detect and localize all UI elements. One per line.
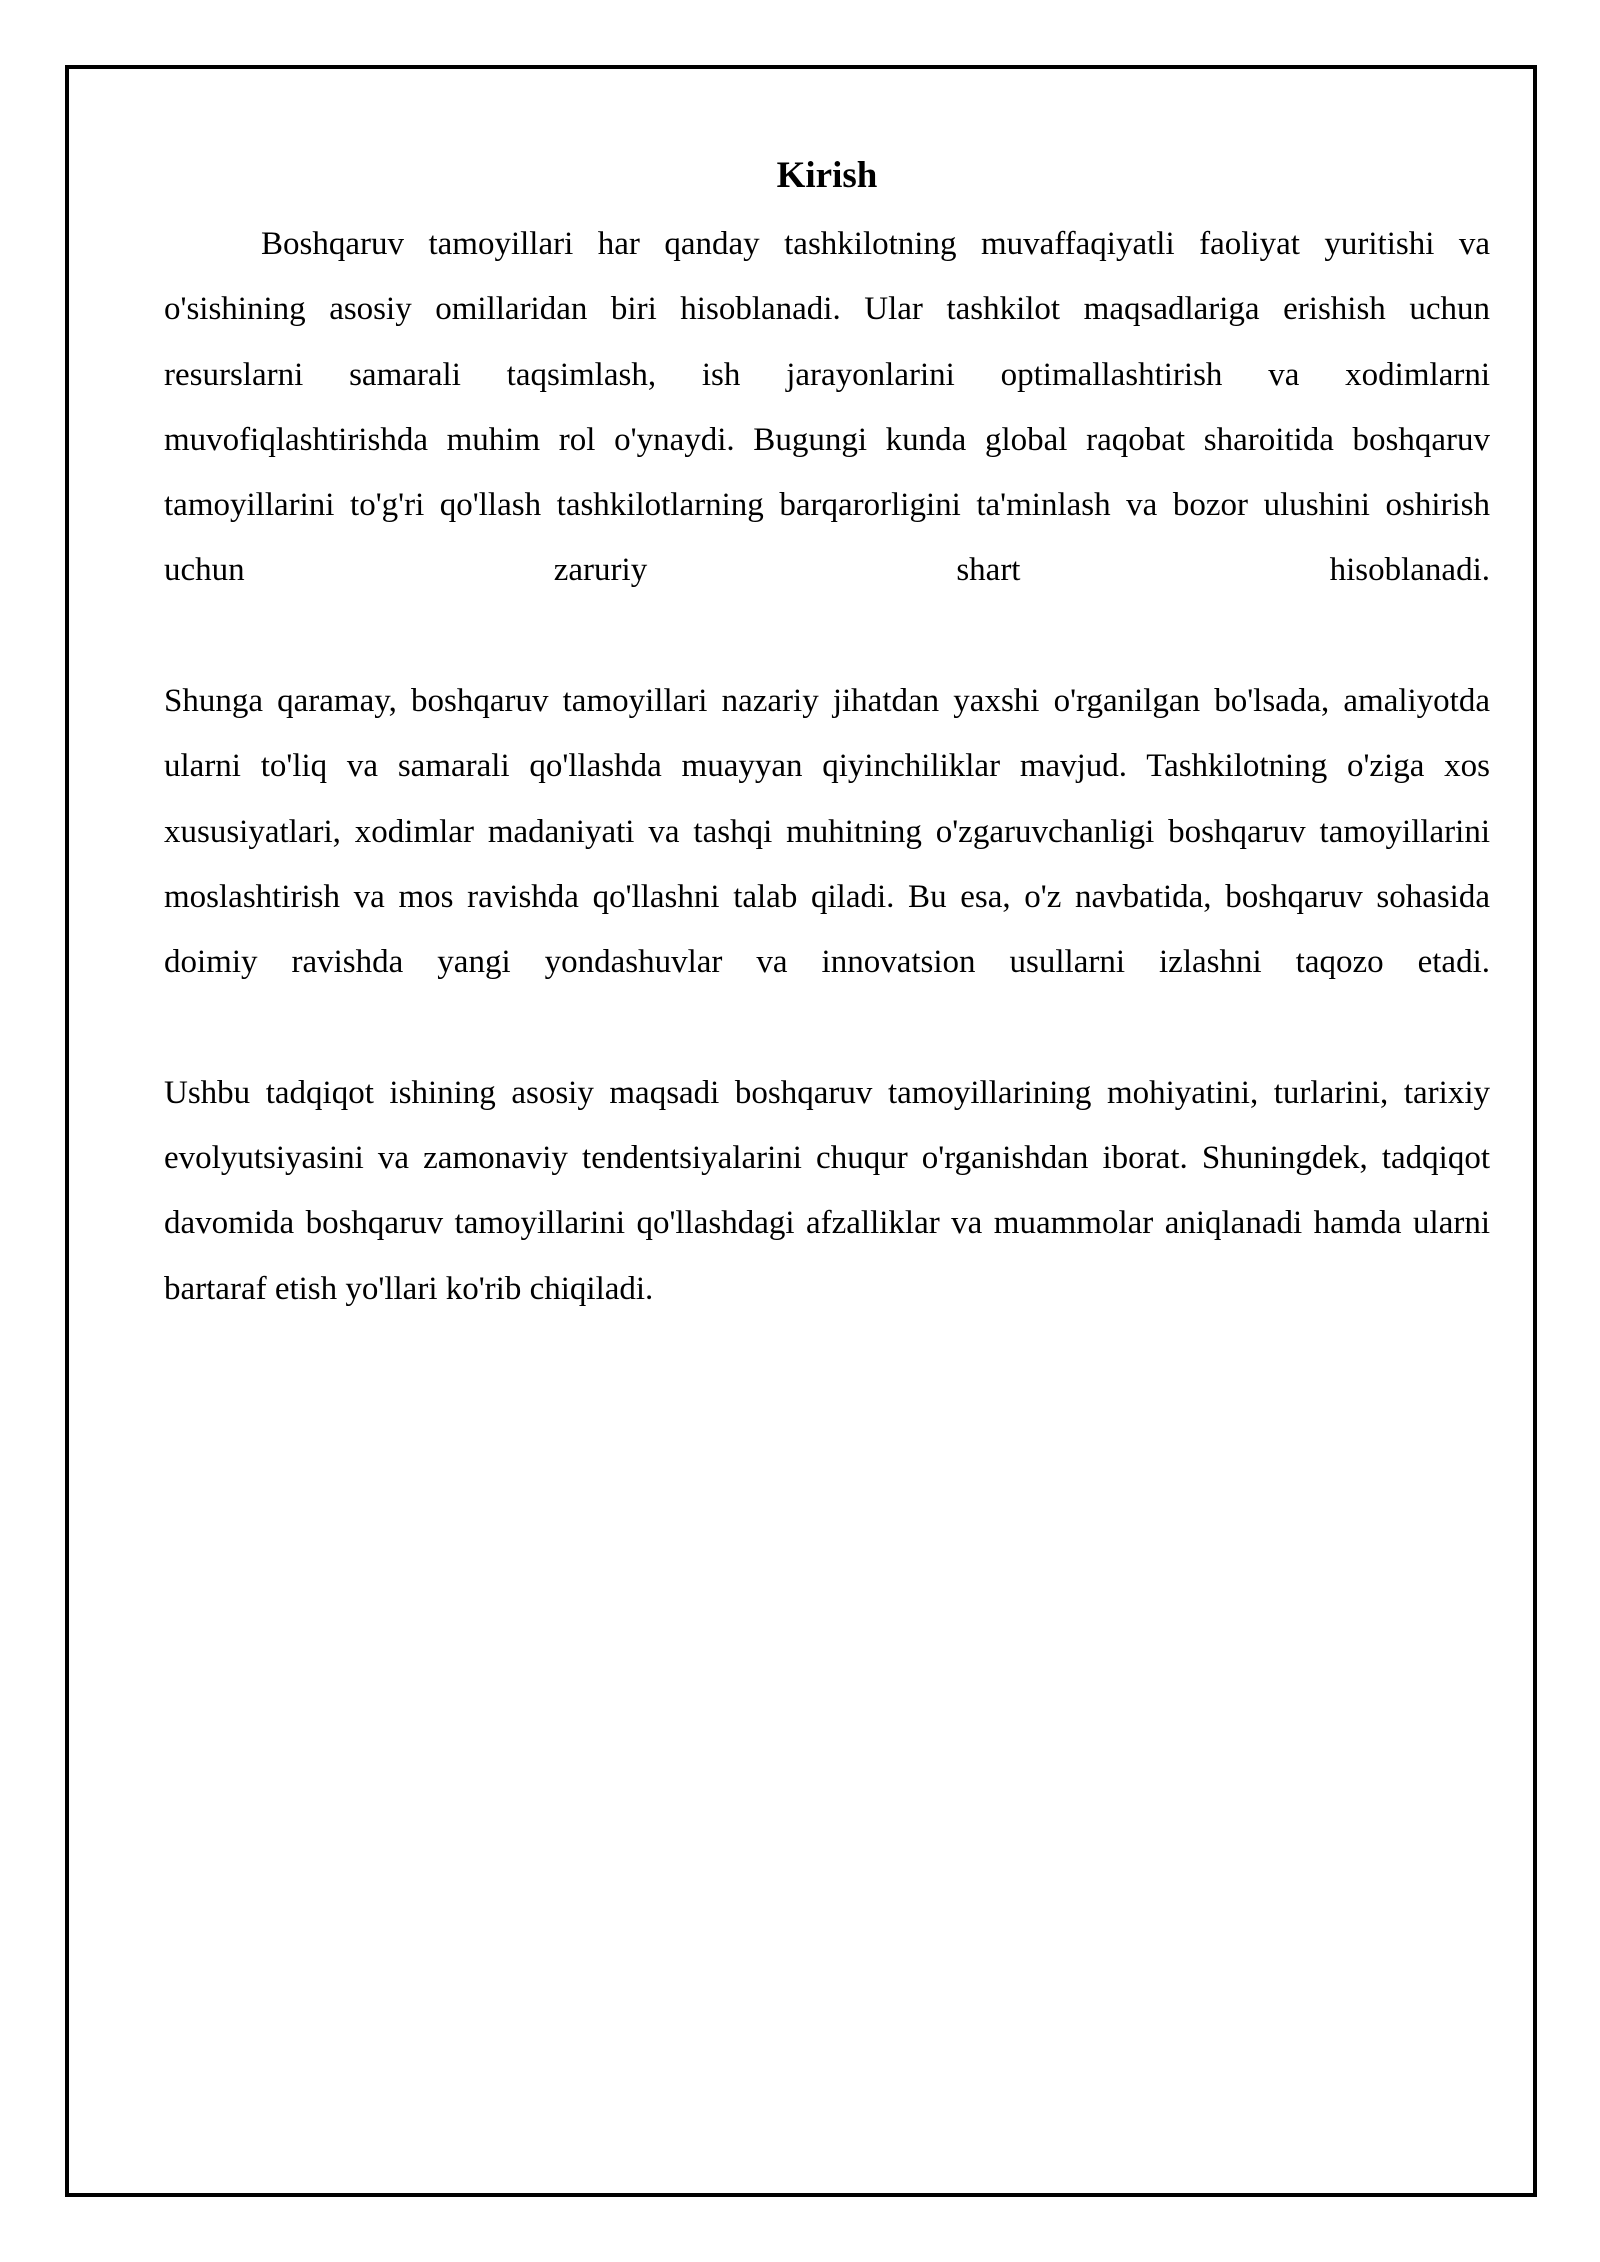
paragraph-challenges: Shunga qaramay, boshqaruv tamoyillari nazariy jihatdan yaxshi o'rganilgan bo'lsada, amaliyotda ularni to'liq va samarali qo'llashda muayyan qiyinchiliklar mavjud. Tashkilotning o'ziga xos xususiyatlari, xodimlar madaniyati va tashqi muhitning o'zgaruvchanligi boshqaruv tamoyillarini moslashtirish va mos ravishda qo'llashni talab qiladi. Bu esa, o'z navbatida, boshqaruv sohasida doimiy ravishda yangi yondashuvlar va innovatsion usullarni izlashni taqozo etadi. (164, 683, 1490, 981)
document-title: Kirish (776, 155, 878, 196)
paragraph-objectives: Ushbu tadqiqot ishining asosiy maqsadi boshqaruv tamoyillarining mohiyatini, turlarini, tarixiy evolyutsiyasini va zamonaviy tendentsiyalarini chuqur o'rganishdan iborat. Shuningdek, tadqiqot davomida boshqaruv tamoyillarini qo'llashdagi afzalliklar va muammolar aniqlanadi hamda ularni bartaraf etish yo'llari ko'rib chiqiladi. (164, 1074, 1490, 1307)
paragraph-introduction: Boshqaruv tamoyillari har qanday tashkilotning muvaffaqiyatli faoliyat yuritishi va o'sishining asosiy omillaridan biri hisoblanadi. Ular tashkilot maqsadlariga erishish uchun resurslarni samarali taqsimlash, ish jarayonlarini optimallashtirish va xodimlarni muvofiqlashtirishda muhim rol o'ynaydi. Bugungi kunda global raqobat sharoitida boshqaruv tamoyillarini to'g'ri qo'llash tashkilotlarning barqarorligini ta'minlash va bozor ulushini oshirish uchun zaruriy shart hisoblanadi. (164, 226, 1490, 589)
paragraph-spacer (164, 604, 1490, 669)
document-body (164, 140, 1490, 1322)
paragraph-spacer (164, 996, 1490, 1061)
